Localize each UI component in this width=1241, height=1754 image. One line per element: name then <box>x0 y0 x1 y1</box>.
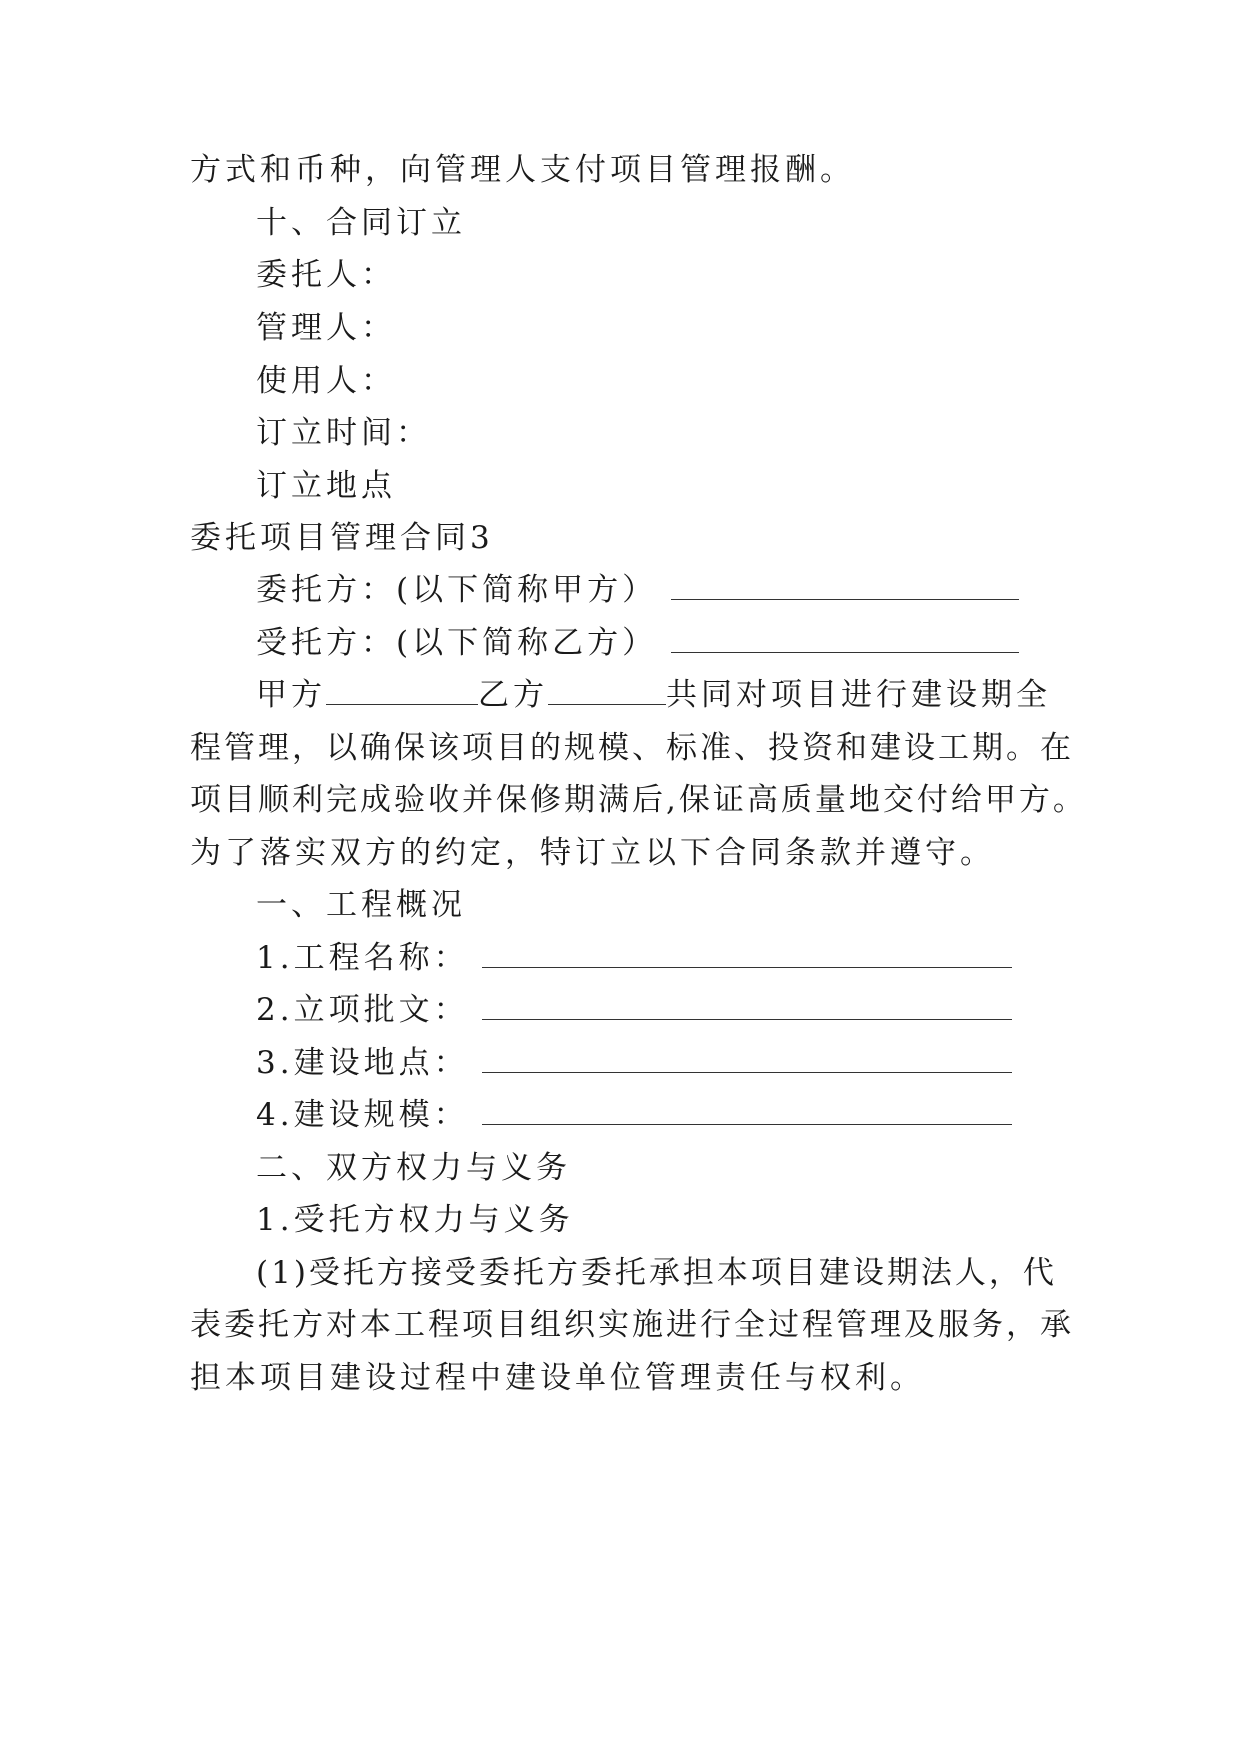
document-title: 委托项目管理合同3 <box>190 520 494 556</box>
party-a-blank <box>671 573 1019 600</box>
section-heading: 十、合同订立 <box>256 205 466 241</box>
section-heading: 二、双方权力与义务 <box>256 1150 571 1186</box>
approval-blank <box>482 993 1012 1020</box>
project-name-line: 1.工程名称： <box>256 938 1136 978</box>
paragraph-line: 为了落实双方的约定，特订立以下合同条款并遵守。 <box>190 835 995 871</box>
scale-line: 4.建设规模： <box>256 1095 1136 1135</box>
field-label-sign-place: 订立地点 <box>256 468 396 504</box>
paragraph-line: (1)受托方接受委托方委托承担本项目建设期法人，代 <box>256 1255 1057 1291</box>
scale-blank <box>482 1098 1012 1125</box>
field-label-manager: 管理人： <box>256 310 396 346</box>
field-label-user: 使用人： <box>256 363 396 399</box>
field-label-sign-time: 订立时间： <box>256 415 431 451</box>
paragraph-line: 担本项目建设过程中建设单位管理责任与权利。 <box>190 1360 925 1396</box>
approval-line: 2.立项批文： <box>256 990 1136 1030</box>
party-a-line: 委托方：(以下简称甲方） <box>256 570 1136 610</box>
section-heading: 一、工程概况 <box>256 887 466 923</box>
party-b-blank <box>671 626 1019 653</box>
paragraph-line: 方式和币种，向管理人支付项目管理报酬。 <box>190 152 855 188</box>
location-blank <box>482 1046 1012 1073</box>
paragraph-line: 表委托方对本工程项目组织实施进行全过程管理及服务，承 <box>190 1307 1074 1343</box>
paragraph-line: 程管理，以确保该项目的规模、标准、投资和建设工期。在 <box>190 730 1074 766</box>
field-label-principal: 委托人： <box>256 257 396 293</box>
location-line: 3.建设地点： <box>256 1043 1136 1083</box>
paragraph-line: 项目顺利完成验收并保修期满后,保证高质量地交付给甲方。 <box>190 782 1087 818</box>
subsection-heading: 1.受托方权力与义务 <box>256 1202 574 1238</box>
party-a-name-blank <box>326 678 478 705</box>
paragraph-line: 甲方 乙方 共同对项目进行建设期全 <box>256 677 1051 713</box>
party-b-name-blank <box>548 678 666 705</box>
party-b-line: 受托方：(以下简称乙方） <box>256 623 1136 663</box>
project-name-blank <box>482 941 1012 968</box>
